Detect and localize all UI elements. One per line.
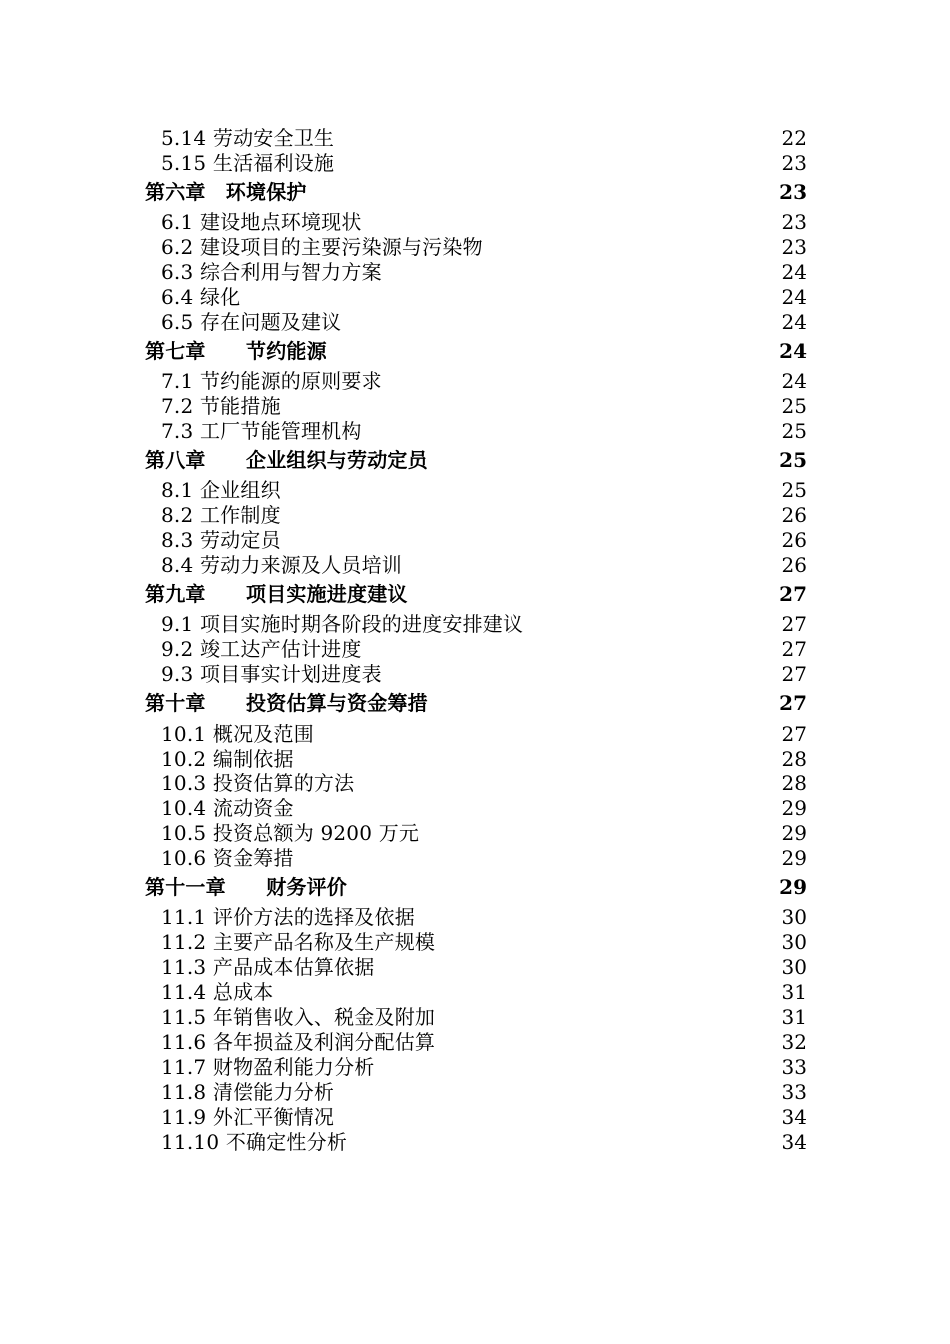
toc-entry-title: 8.4 劳动力来源及人员培训 — [161, 553, 402, 578]
toc-section-entry[interactable] — [145, 901, 807, 930]
toc-entry-title: 7.1 节约能源的原则要求 — [161, 369, 382, 394]
toc-entry-page-number: 23 — [781, 150, 807, 175]
toc-entry-page-number: 24 — [781, 260, 807, 285]
toc-entry-page-number: 27 — [781, 662, 807, 687]
toc-entry-title: 11.9 外汇平衡情况 — [161, 1104, 335, 1129]
toc-entry-title: 第十章 投资估算与资金筹措 — [145, 691, 428, 716]
toc-entry-title: 第八章 企业组织与劳动定员 — [145, 447, 428, 472]
toc-entry-title: 10.6 资金筹措 — [161, 846, 294, 871]
toc-entry-page-number: 24 — [779, 338, 807, 363]
toc-section-entry[interactable] — [145, 767, 807, 796]
toc-entry-page-number: 33 — [781, 1079, 807, 1104]
toc-entry-page-number: 30 — [781, 905, 807, 930]
toc-section-entry[interactable] — [145, 390, 807, 419]
toc-section-entry[interactable] — [145, 976, 807, 1005]
toc-section-entry[interactable] — [145, 549, 807, 578]
toc-entry-page-number: 33 — [781, 1054, 807, 1079]
toc-section-entry[interactable] — [145, 231, 807, 260]
toc-section-entry[interactable] — [145, 926, 807, 955]
toc-entry-title: 11.2 主要产品名称及生产规模 — [161, 930, 436, 955]
toc-entry-title: 9.2 竣工达产估计进度 — [161, 637, 362, 662]
toc-section-entry[interactable] — [145, 499, 807, 528]
toc-section-entry[interactable] — [145, 206, 807, 235]
toc-entry-page-number: 28 — [781, 771, 807, 796]
toc-entry-title: 11.6 各年损益及利润分配估算 — [161, 1029, 436, 1054]
toc-entry-title: 10.4 流动资金 — [161, 796, 294, 821]
toc-entry-page-number: 28 — [781, 746, 807, 771]
table-of-contents — [145, 122, 807, 1154]
toc-entry-title: 5.14 劳动安全卫生 — [161, 126, 335, 150]
toc-entry-page-number: 34 — [781, 1104, 807, 1129]
toc-entry-page-number: 29 — [779, 874, 807, 899]
toc-chapter-entry[interactable] — [145, 172, 807, 207]
toc-entry-title: 第十一章 财务评价 — [145, 874, 347, 899]
toc-section-entry[interactable] — [145, 1076, 807, 1104]
toc-entry-title: 8.3 劳动定员 — [161, 528, 281, 553]
toc-entry-title: 11.3 产品成本估算依据 — [161, 955, 375, 980]
toc-section-entry[interactable] — [145, 365, 807, 394]
toc-section-entry[interactable] — [145, 1051, 807, 1079]
toc-entry-title: 10.3 投资估算的方法 — [161, 771, 355, 796]
toc-section-entry[interactable] — [145, 817, 807, 846]
toc-entry-title: 第九章 项目实施进度建议 — [145, 581, 408, 606]
toc-entry-page-number: 24 — [781, 284, 807, 309]
toc-entry-page-number: 22 — [781, 126, 807, 150]
toc-chapter-entry[interactable] — [145, 867, 807, 902]
toc-entry-page-number: 23 — [781, 235, 807, 260]
toc-entry-title: 11.7 财物盈利能力分析 — [161, 1054, 375, 1079]
toc-entry-title: 10.5 投资总额为 9200 万元 — [161, 821, 420, 846]
toc-entry-page-number: 34 — [781, 1129, 807, 1154]
toc-entry-page-number: 27 — [781, 637, 807, 662]
toc-section-entry[interactable] — [145, 1101, 807, 1129]
toc-entry-title: 11.8 清偿能力分析 — [161, 1079, 335, 1104]
toc-section-entry[interactable] — [145, 147, 807, 175]
toc-entry-title: 11.1 评价方法的选择及依据 — [161, 905, 415, 930]
toc-entry-page-number: 27 — [781, 612, 807, 637]
toc-section-entry[interactable] — [145, 743, 807, 771]
toc-entry-page-number: 31 — [781, 1005, 807, 1030]
toc-entry-page-number: 27 — [779, 581, 807, 606]
toc-entry-page-number: 24 — [781, 309, 807, 334]
toc-entry-title: 11.10 不确定性分析 — [161, 1129, 348, 1154]
toc-entry-title: 8.2 工作制度 — [161, 503, 281, 528]
toc-entry-title: 第七章 节约能源 — [145, 338, 327, 363]
toc-entry-title: 6.4 绿化 — [161, 284, 241, 309]
toc-entry-title: 5.15 生活福利设施 — [161, 150, 335, 175]
toc-section-entry[interactable] — [145, 415, 807, 444]
toc-entry-page-number: 29 — [781, 846, 807, 871]
toc-entry-title: 11.4 总成本 — [161, 980, 274, 1005]
toc-section-entry[interactable] — [145, 718, 807, 746]
toc-entry-title: 6.3 综合利用与智力方案 — [161, 260, 382, 285]
toc-entry-page-number: 25 — [779, 447, 807, 472]
toc-entry-page-number: 29 — [781, 796, 807, 821]
toc-section-entry[interactable] — [145, 842, 807, 871]
toc-chapter-entry[interactable] — [145, 331, 807, 366]
toc-section-entry[interactable] — [145, 1026, 807, 1054]
toc-section-entry[interactable] — [145, 474, 807, 503]
toc-section-entry[interactable] — [145, 122, 807, 150]
toc-entry-title: 6.2 建设项目的主要污染源与污染物 — [161, 235, 483, 260]
toc-entry-title: 10.1 概况及范围 — [161, 721, 314, 746]
toc-entry-page-number: 30 — [781, 930, 807, 955]
toc-entry-page-number: 29 — [781, 821, 807, 846]
toc-entry-page-number: 23 — [781, 210, 807, 235]
toc-entry-title: 7.3 工厂节能管理机构 — [161, 419, 362, 444]
toc-section-entry[interactable] — [145, 658, 807, 687]
toc-entry-title: 第六章 环境保护 — [145, 179, 307, 204]
toc-entry-page-number: 31 — [781, 980, 807, 1005]
toc-entry-title: 9.1 项目实施时期各阶段的进度安排建议 — [161, 612, 524, 637]
toc-entry-title: 9.3 项目事实计划进度表 — [161, 662, 382, 687]
toc-entry-page-number: 27 — [781, 721, 807, 746]
toc-entry-title: 6.1 建设地点环境现状 — [161, 210, 362, 235]
toc-entry-title: 8.1 企业组织 — [161, 478, 281, 503]
toc-section-entry[interactable] — [145, 951, 807, 980]
toc-chapter-entry[interactable] — [145, 683, 807, 718]
toc-entry-page-number: 26 — [781, 553, 807, 578]
toc-chapter-entry[interactable] — [145, 440, 807, 475]
toc-section-entry[interactable] — [145, 608, 807, 637]
toc-entry-title: 11.5 年销售收入、税金及附加 — [161, 1005, 436, 1030]
toc-section-entry[interactable] — [145, 524, 807, 553]
toc-chapter-entry[interactable] — [145, 574, 807, 609]
toc-section-entry[interactable] — [145, 1001, 807, 1030]
toc-entry-page-number: 26 — [781, 503, 807, 528]
toc-entry-page-number: 25 — [781, 394, 807, 419]
toc-entry-page-number: 32 — [781, 1029, 807, 1054]
toc-entry-title: 6.5 存在问题及建议 — [161, 309, 342, 334]
toc-section-entry[interactable] — [145, 792, 807, 821]
toc-section-entry[interactable] — [145, 1126, 807, 1154]
toc-entry-title: 10.2 编制依据 — [161, 746, 294, 771]
toc-entry-page-number: 30 — [781, 955, 807, 980]
toc-entry-page-number: 24 — [781, 369, 807, 394]
toc-entry-page-number: 23 — [779, 179, 807, 204]
toc-entry-page-number: 25 — [781, 478, 807, 503]
toc-entry-page-number: 26 — [781, 528, 807, 553]
toc-entry-page-number: 27 — [779, 691, 807, 716]
toc-section-entry[interactable] — [145, 306, 807, 334]
toc-entry-title: 7.2 节能措施 — [161, 394, 281, 419]
toc-entry-page-number: 25 — [781, 419, 807, 444]
